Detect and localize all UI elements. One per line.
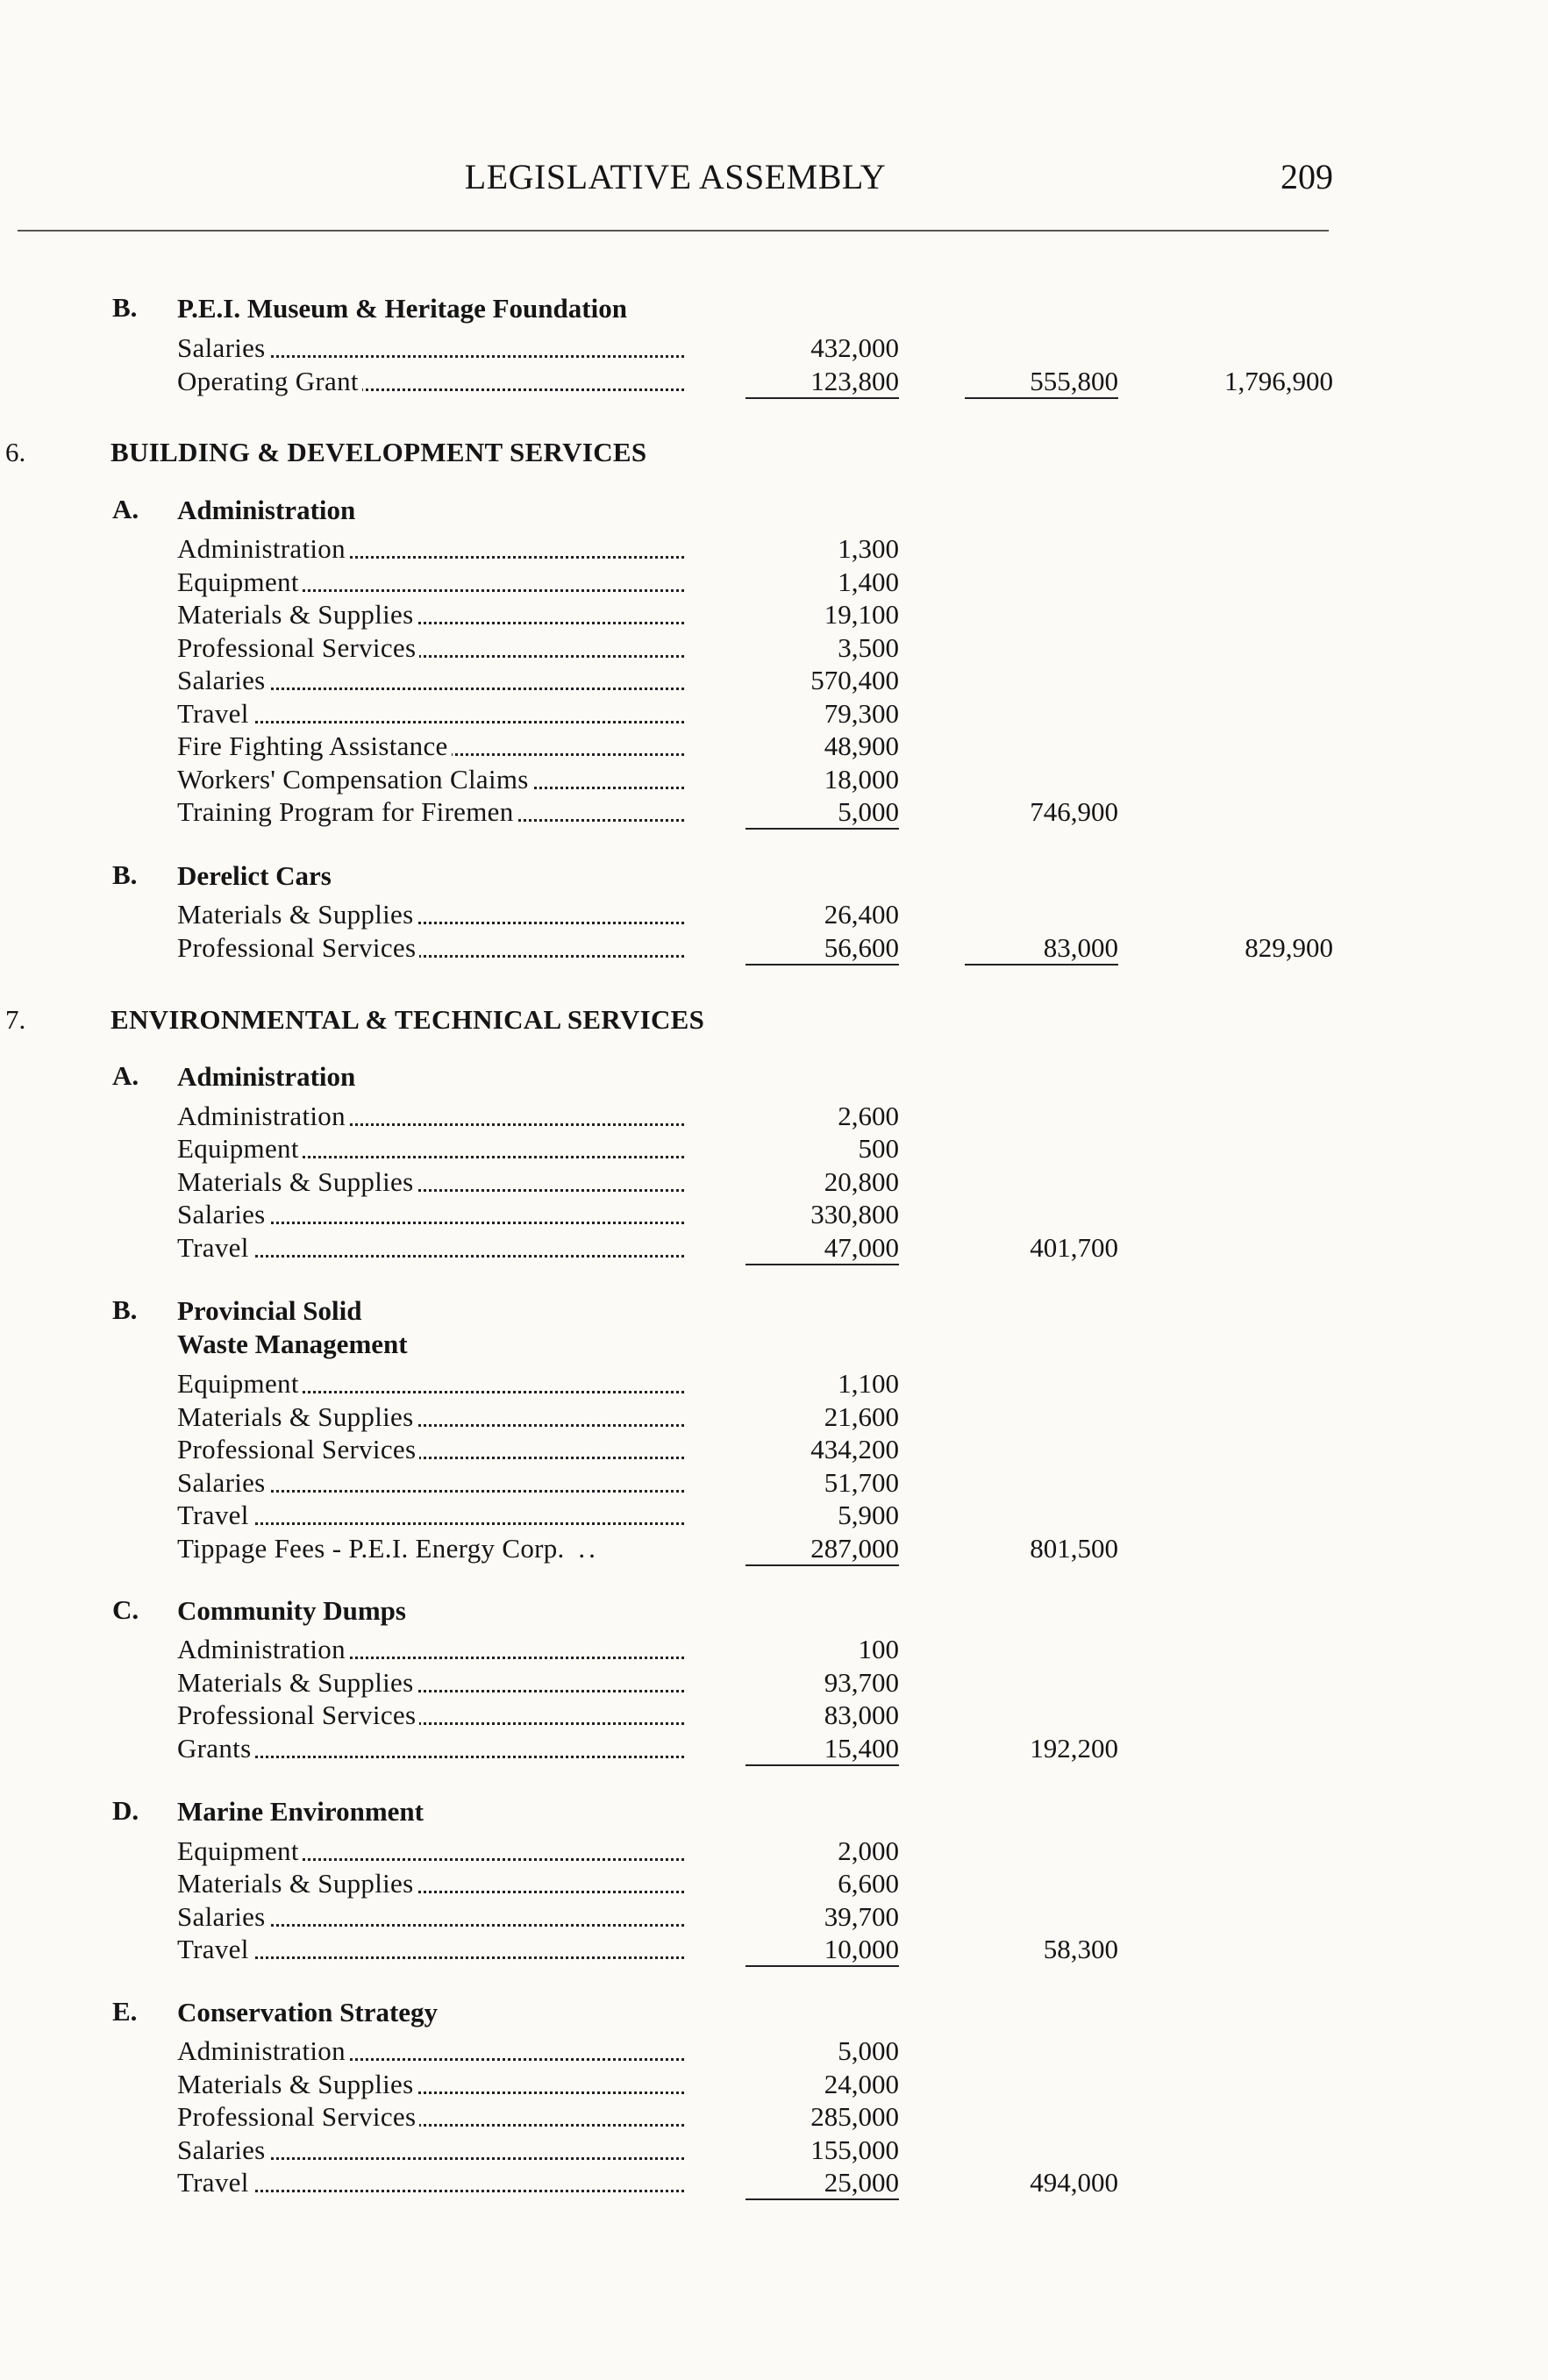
subtotal-rule: [745, 828, 899, 830]
line-item-label: Professional Services: [177, 931, 684, 964]
amount-item: 2,600: [838, 1101, 899, 1131]
line-item-label: Materials & Supplies: [177, 898, 684, 930]
section-title: BUILDING & DEVELOPMENT SERVICES: [111, 437, 647, 467]
subsection-letter: A.: [112, 1060, 139, 1091]
line-item-label: Administration: [177, 1633, 684, 1665]
subsection-letter: B.: [112, 1294, 138, 1325]
subsection-title: Community Dumps: [177, 1595, 406, 1626]
section-number: 7.: [5, 1004, 26, 1035]
amount-item: 93,700: [824, 1667, 899, 1698]
amount-item: 570,400: [810, 665, 899, 695]
page-number: 209: [1280, 157, 1333, 196]
subsection-letter: B.: [112, 292, 138, 323]
subsection-letter: A.: [112, 494, 139, 524]
line-item-label: Grants: [177, 1732, 684, 1764]
amount-item: 5,000: [838, 2035, 899, 2066]
subsection-letter: E.: [112, 1996, 138, 2027]
line-item-label: Travel: [177, 1231, 684, 1264]
line-item-label: Training Program for Firemen: [177, 795, 684, 828]
subsection-title: Marine Environment: [177, 1796, 424, 1827]
subsection-letter: C.: [112, 1594, 139, 1625]
amount-item: 21,600: [824, 1401, 899, 1432]
amount-subtotal: 192,200: [1030, 1733, 1118, 1764]
subsection-letter: B.: [112, 859, 138, 890]
amount-subtotal: 555,800: [1030, 366, 1118, 396]
line-item-label: Salaries: [177, 1900, 684, 1933]
amount-item: 25,000: [824, 2167, 899, 2198]
amount-item: 434,200: [810, 1434, 899, 1464]
line-item-label: Salaries: [177, 1198, 684, 1230]
amount-subtotal: 801,500: [1030, 1533, 1118, 1564]
subsection-title: Administration: [177, 495, 356, 525]
section-title: ENVIRONMENTAL & TECHNICAL SERVICES: [111, 1004, 705, 1035]
amount-item: 5,900: [838, 1500, 899, 1530]
amount-item: 6,600: [838, 1868, 899, 1899]
amount-item: 18,000: [824, 764, 899, 795]
subtotal-rule: [745, 964, 899, 966]
line-item-label: Materials & Supplies: [177, 1400, 684, 1433]
amount-item: 285,000: [810, 2101, 899, 2132]
subtotal-rule: [745, 1764, 899, 1766]
line-item-label: Equipment: [177, 566, 684, 598]
line-item-label: Administration: [177, 532, 684, 565]
line-item-label: Fire Fighting Assistance: [177, 730, 684, 762]
line-item-label: Administration: [177, 1100, 684, 1132]
amount-subtotal: 494,000: [1030, 2167, 1118, 2198]
subsection-letter: D.: [112, 1795, 139, 1826]
line-item-label: Equipment: [177, 1367, 684, 1400]
total-rule: [965, 964, 1118, 966]
subtotal-rule: [745, 1965, 899, 1967]
amount-item: 26,400: [824, 899, 899, 930]
amount-item: 56,600: [824, 932, 899, 963]
line-item-label: Professional Services: [177, 1433, 684, 1465]
line-item-label: Materials & Supplies: [177, 1867, 684, 1899]
total-rule: [965, 397, 1118, 399]
subsection-title: Derelict Cars: [177, 860, 332, 891]
line-item-label: Professional Services: [177, 2100, 684, 2133]
amount-item: 123,800: [810, 366, 899, 396]
amount-item: 1,300: [838, 533, 899, 564]
line-item-label: Professional Services: [177, 1699, 684, 1731]
amount-item: 155,000: [810, 2134, 899, 2165]
line-item-label: Materials & Supplies: [177, 1165, 684, 1198]
amount-total: 829,900: [1245, 932, 1333, 963]
amount-subtotal: 401,700: [1030, 1232, 1118, 1263]
line-item-label: Salaries: [177, 2134, 684, 2166]
amount-item: 287,000: [810, 1533, 899, 1564]
line-item-label: Equipment: [177, 1132, 684, 1165]
line-item-label: Salaries: [177, 331, 684, 364]
amount-item: 2,000: [838, 1835, 899, 1866]
amount-item: 83,000: [824, 1699, 899, 1730]
line-item-label: Materials & Supplies: [177, 2068, 684, 2100]
amount-item: 1,100: [838, 1368, 899, 1399]
line-item-label: Travel: [177, 1933, 684, 1965]
amount-total: 1,796,900: [1224, 366, 1333, 396]
amount-item: 432,000: [810, 332, 899, 363]
subsection-title: P.E.I. Museum & Heritage Foundation: [177, 293, 627, 324]
amount-item: 47,000: [824, 1232, 899, 1263]
line-item-label: Travel: [177, 1499, 684, 1531]
line-item-label: Workers' Compensation Claims: [177, 763, 684, 795]
amount-item: 51,700: [824, 1467, 899, 1498]
line-item-label: Administration: [177, 2034, 684, 2067]
line-item-label: Tippage Fees - P.E.I. Energy Corp. ..: [177, 1533, 599, 1564]
subtotal-rule: [745, 2198, 899, 2200]
amount-item: 3,500: [838, 632, 899, 663]
subsection-title: Provincial Solid Waste Management: [177, 1295, 408, 1359]
subsection-title: Conservation Strategy: [177, 1997, 439, 2027]
line-item-label: Salaries: [177, 1466, 684, 1499]
amount-item: 10,000: [824, 1934, 899, 1964]
line-item-label: Materials & Supplies: [177, 1666, 684, 1699]
amount-subtotal: 746,900: [1030, 796, 1118, 827]
line-item-label: Professional Services: [177, 631, 684, 664]
amount-item: 1,400: [838, 566, 899, 597]
amount-item: 5,000: [838, 796, 899, 827]
line-item-label: Materials & Supplies: [177, 598, 684, 631]
page-title: LEGISLATIVE ASSEMBLY: [464, 157, 887, 196]
line-item-label: Travel: [177, 697, 684, 730]
amount-item: 24,000: [824, 2069, 899, 2099]
amount-item: 100: [858, 1634, 899, 1664]
line-item-label: Operating Grant: [177, 365, 684, 397]
amount-item: 19,100: [824, 599, 899, 630]
amount-subtotal: 58,300: [1043, 1934, 1118, 1964]
subsection-title: Administration: [177, 1061, 356, 1092]
amount-item: 39,700: [824, 1901, 899, 1932]
line-item-label: Equipment: [177, 1835, 684, 1867]
amount-item: 500: [858, 1133, 899, 1164]
subtotal-rule: [745, 1564, 899, 1566]
amount-item: 330,800: [810, 1199, 899, 1229]
line-item-label: Travel: [177, 2166, 684, 2198]
subtotal-rule: [745, 397, 899, 399]
amount-item: 15,400: [824, 1733, 899, 1764]
amount-item: 20,800: [824, 1166, 899, 1197]
amount-item: 79,300: [824, 698, 899, 729]
line-item-label: Salaries: [177, 664, 684, 696]
section-number: 6.: [5, 437, 26, 467]
subtotal-rule: [745, 1264, 899, 1265]
amount-item: 48,900: [824, 730, 899, 761]
amount-subtotal: 83,000: [1043, 932, 1118, 963]
